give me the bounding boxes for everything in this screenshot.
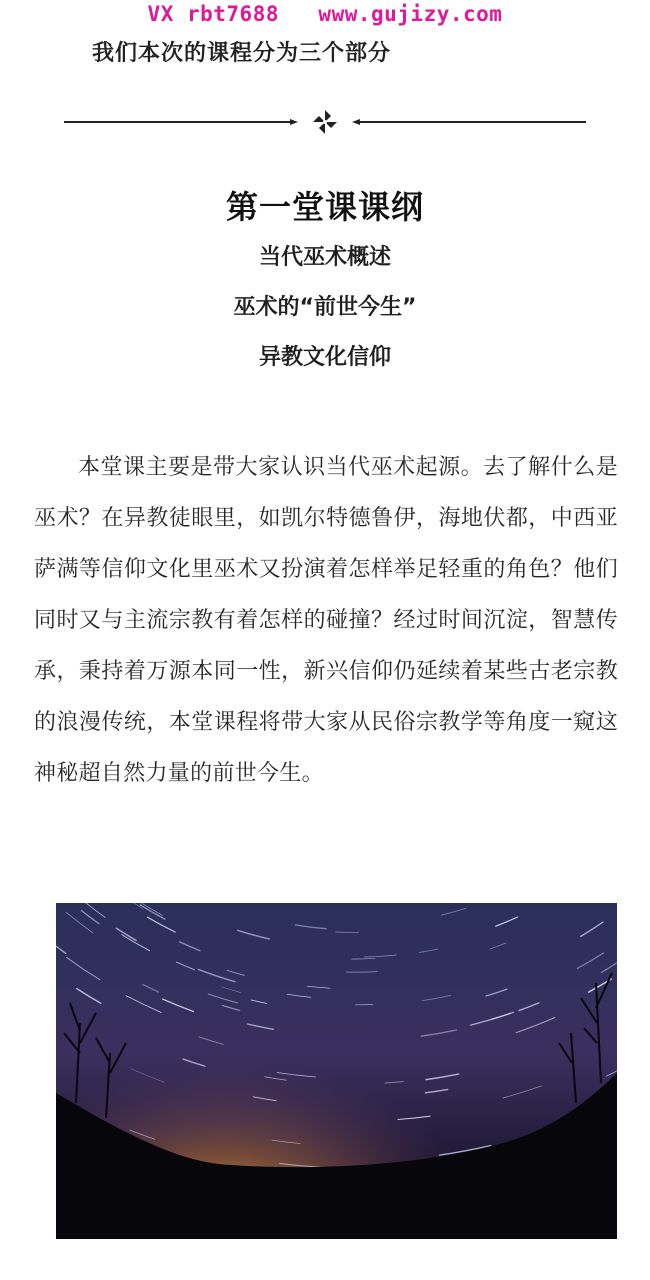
topic-list [0, 240, 650, 390]
divider-line-left [64, 121, 290, 123]
topic-item: 异教文化信仰 [258, 345, 391, 370]
watermark-site: www.gujizy.com [318, 2, 503, 26]
divider-taper-left [290, 119, 298, 125]
intro-text: 我们本次的课程分为三个部分 [92, 41, 392, 66]
lesson-description: 本堂课主要是带大家认识当代巫术起源。去了解什么是巫术？在异教徒眼里，如凯尔特德鲁伊，海地伏都，中西亚萨满等信仰文化里巫术又扮演着怎样举足轻重的角色？他们同时又与主流宗教有着怎样的碰撞？经过时间沉淀，智慧传承，秉持着万源本同一性，新兴信仰仍延续着某些古老宗教的浪漫传统，本堂课程将带大家从民俗宗教学等角度一窥这神秘超自然力量的前世今生。 [34, 455, 618, 786]
divider-taper-right [352, 119, 360, 125]
star-trail [347, 972, 377, 973]
topic-item: 当代巫术概述 [258, 245, 391, 270]
watermark [0, 2, 650, 26]
watermark-contact: VX rbt7688 [147, 2, 279, 26]
topic-item: 巫术的“前世今生” [233, 295, 417, 320]
pinwheel-ornament-icon [313, 110, 337, 134]
star-trails-photo [56, 903, 617, 1239]
ornamental-divider [64, 108, 586, 138]
lesson-heading: 第一堂课课纲 [225, 188, 424, 226]
divider-line-right [360, 121, 586, 123]
star-trail [336, 932, 359, 933]
